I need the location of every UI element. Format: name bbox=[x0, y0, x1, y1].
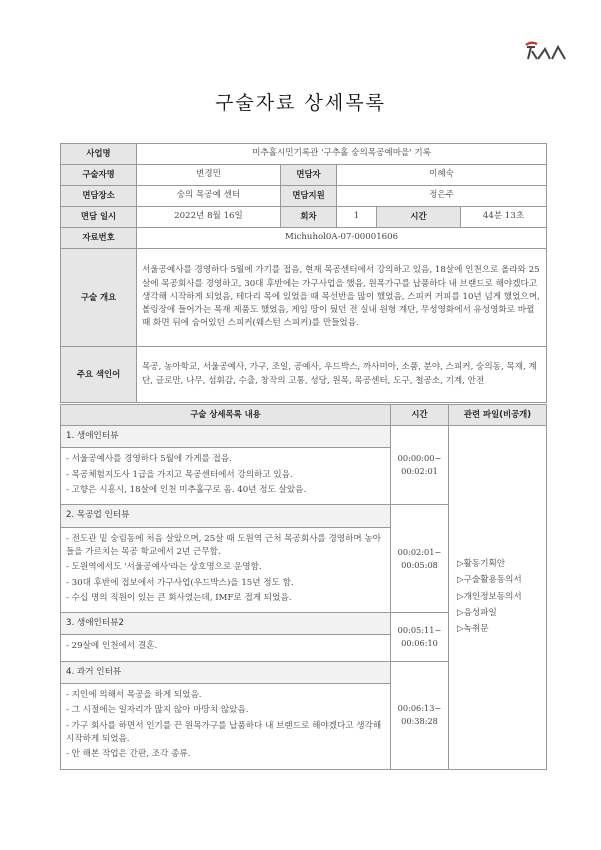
list-item: - 30대 후반에 접보에서 가구사업(우드박스)을 15년 정도 함. bbox=[66, 577, 294, 588]
section-title: 4. 과거 인터뷰 bbox=[61, 661, 391, 683]
project-label: 사업명 bbox=[61, 144, 137, 165]
section-time bbox=[391, 426, 449, 505]
time-end: 00:02:01 bbox=[401, 466, 438, 477]
time-end: 00:38:28 bbox=[401, 716, 438, 727]
keywords-value: 목공, 농아학교, 서울공예사, 가구, 조일, 공예사, 우드박스, 까사미아, 소품, 분야, 스피커, 숭의동, 목재, 계단, 글로만, 나무, 섬휘감, 수출, 창작의 고통, 성당, 원목, 목공센터, 도구, 철공소, 기계, 안전 bbox=[137, 347, 547, 403]
file-item: ▷녹취문 bbox=[457, 624, 489, 635]
time-start: 00:02:01~ bbox=[397, 546, 442, 557]
summary-label: 구술 개요 bbox=[61, 249, 137, 347]
assistant-label: 면담지원 bbox=[281, 186, 337, 207]
section-time bbox=[391, 505, 449, 613]
time-start: 00:06:13~ bbox=[397, 703, 442, 714]
id-value: Michuhol0A-07-00001606 bbox=[137, 228, 547, 249]
info-table bbox=[60, 143, 547, 403]
date-label: 면담 일시 bbox=[61, 207, 137, 228]
section-items bbox=[61, 635, 391, 661]
section-title: 1. 생애인터뷰 bbox=[61, 426, 391, 448]
time-end: 00:05:08 bbox=[401, 559, 438, 570]
detail-header-time: 시간 bbox=[391, 405, 449, 426]
narrator-label: 구술자명 bbox=[61, 165, 137, 186]
list-item: - 그 시절에는 일자리가 많지 않아 마땅치 않았음. bbox=[66, 705, 249, 716]
file-item: ▷활동기획안 bbox=[457, 559, 506, 570]
file-item: ▷개인정보동의서 bbox=[457, 591, 522, 602]
narrator-value: 변경민 bbox=[137, 165, 281, 186]
keywords-label: 주요 색인어 bbox=[61, 347, 137, 403]
session-value: 1 bbox=[337, 207, 377, 228]
detail-header-files: 관련 파일(비공개) bbox=[449, 405, 547, 426]
id-label: 자료번호 bbox=[61, 228, 137, 249]
time-end: 00:06:10 bbox=[401, 637, 438, 648]
duration-label: 시간 bbox=[377, 207, 461, 228]
interviewer-value: 이혜숙 bbox=[337, 165, 547, 186]
time-start: 00:05:11~ bbox=[397, 625, 442, 636]
related-files bbox=[449, 426, 547, 770]
archive-logo-icon bbox=[525, 41, 567, 63]
time-start: 00:00:00~ bbox=[397, 453, 442, 464]
section-time bbox=[391, 661, 449, 769]
place-value: 숭의 목공예 센터 bbox=[137, 186, 281, 207]
place-label: 면담장소 bbox=[61, 186, 137, 207]
list-item: - 지인에 의해서 목공을 하게 되었음. bbox=[66, 690, 202, 701]
interviewer-label: 면담자 bbox=[281, 165, 337, 186]
date-value: 2022년 8월 16일 bbox=[137, 207, 281, 228]
detail-table bbox=[60, 404, 547, 770]
list-item: - 도원역에서도 '서울공예사'라는 상호명으로 운영함. bbox=[66, 562, 262, 573]
list-item: - 가구 회사를 하면서 인기를 끈 원목가구를 납품하다 내 브랜드로 해야겠다고 생각해 시작하게 되었음. bbox=[66, 720, 382, 744]
section-items bbox=[61, 684, 391, 770]
duration-value: 44분 13초 bbox=[461, 207, 547, 228]
list-item: - 전도관 밑 숭림동에 처음 살았으며, 25살 때 도원역 근처 목공회사를 경영하며 농아들을 가르치는 목공 학교에서 2년 근무함. bbox=[66, 533, 382, 557]
list-item: - 목공체험지도사 1급을 가지고 목공센터에서 강의하고 있음. bbox=[66, 469, 293, 480]
list-item: - 29살에 인천에서 결혼. bbox=[66, 641, 158, 652]
detail-header-content: 구술 상세목록 내용 bbox=[61, 405, 391, 426]
section-time bbox=[391, 613, 449, 662]
list-item: - 안 해본 작업은 간판, 조각 종류. bbox=[66, 749, 191, 760]
list-item: - 서울공예사를 경영하다 5월에 가게를 접음. bbox=[66, 454, 232, 465]
list-item: - 수십 명의 직원이 있는 큰 회사였는데, IMF로 접게 되었음. bbox=[66, 592, 292, 603]
list-item: - 고향은 시흥시, 18살에 인천 미추홀구로 옴. 40년 정도 살았음. bbox=[66, 484, 307, 495]
section-items bbox=[61, 527, 391, 613]
summary-value: 서울공예사를 경영하다 5월에 가기를 접음, 현재 목공센터에서 강의하고 있음, 18살에 인천으로 올라와 25살에 목공회사를 경영하고, 30대 후반에는 가구사업을 했음, 원목가구를 납품하다 내 브랜드로 해야겠다고 생각해 시작하게 되었음, 테다리 목에 있었을 때 목선반을 많이 했었음, 스피커 거피를 10년 넘게 했었으며, 볼링장에 들어가는 목재 제품도 했었음, 게임 땅이 뒀던 전 실내 원형 계단, 무성영화에서 유성영화로 바뀔 때 화면 뒤에 숨어있던 스피커(웨스턴 스피커)를 만들었음. bbox=[137, 249, 547, 347]
project-value: 미추홀시민기록관 '구추홀 숭의목공예마을' 기록 bbox=[137, 144, 547, 165]
file-item: ▷음성파일 bbox=[457, 607, 497, 618]
section-items bbox=[61, 448, 391, 505]
file-item: ▷구술활용동의서 bbox=[457, 575, 522, 586]
assistant-value: 정은주 bbox=[337, 186, 547, 207]
section-title: 3. 생애인터뷰2 bbox=[61, 613, 391, 635]
section-title: 2. 목공업 인터뷰 bbox=[61, 505, 391, 527]
session-label: 회차 bbox=[281, 207, 337, 228]
page-title: 구술자료 상세목록 bbox=[215, 92, 386, 114]
